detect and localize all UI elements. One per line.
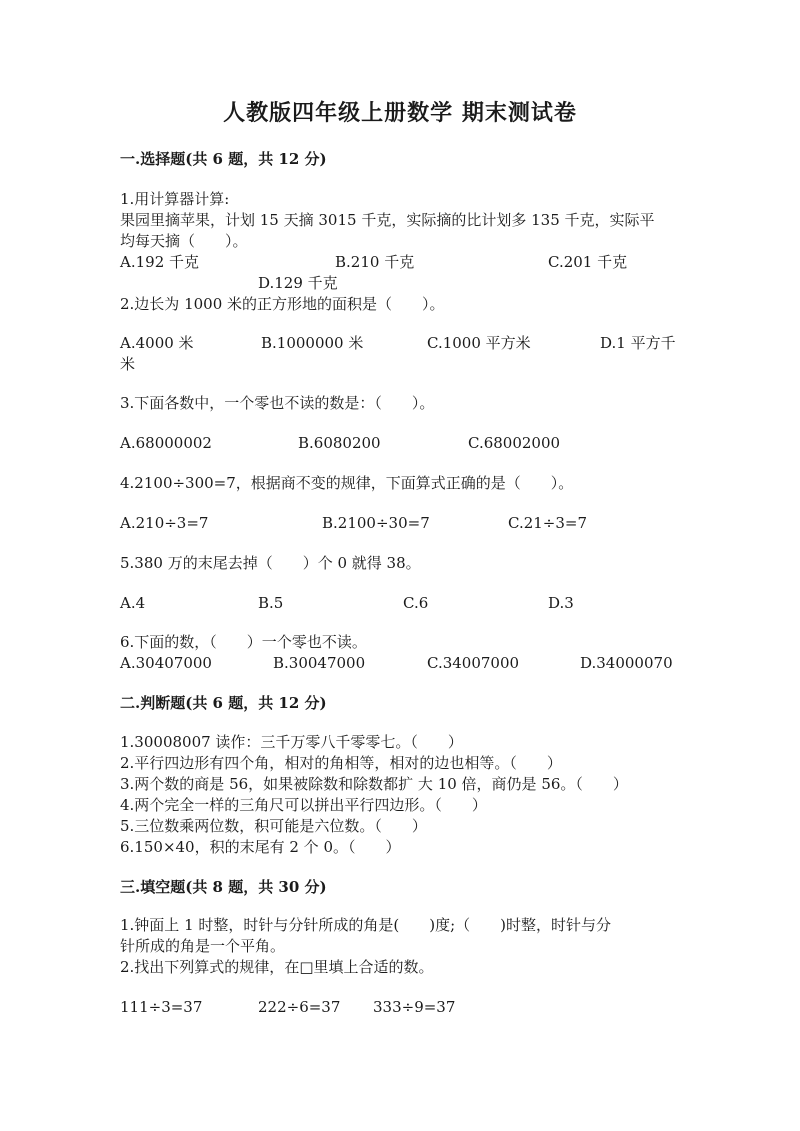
q5-option-d: D.3 xyxy=(548,594,574,612)
q5-stem: 5.380 万的末尾去掉（ ）个 0 就得 38。 xyxy=(120,554,421,572)
q6-option-d: D.34000070 xyxy=(580,654,673,672)
q2-option-b: B.1000000 米 xyxy=(261,334,364,352)
section-2-header: 二.判断题(共 6 题，共 12 分) xyxy=(120,694,327,712)
q5-option-c: C.6 xyxy=(403,594,429,612)
equation-2: 222÷6=37 xyxy=(258,998,341,1016)
q1-option-b: B.210 千克 xyxy=(335,253,415,271)
q2-option-c: C.1000 平方米 xyxy=(427,334,531,352)
q6-option-c: C.34007000 xyxy=(427,654,520,672)
judge-item-1: 1.30008007 读作：三千万零八千零零七。（ ） xyxy=(120,733,463,751)
q4-option-a: A.210÷3=7 xyxy=(120,514,209,532)
section-3-header: 三.填空题(共 8 题，共 30 分) xyxy=(120,878,327,896)
q4-option-c: C.21÷3=7 xyxy=(508,514,588,532)
q1-option-d: D.129 千克 xyxy=(258,274,338,292)
q2-option-d: D.1 平方千 xyxy=(600,334,676,352)
q3-option-c: C.68002000 xyxy=(468,434,561,452)
q1-option-c: C.201 千克 xyxy=(548,253,628,271)
q3-option-a: A.68000002 xyxy=(120,434,212,452)
q3-stem: 3.下面各数中，一个零也不读的数是：（ ）。 xyxy=(120,394,435,412)
judge-item-4: 4.两个完全一样的三角尺可以拼出平行四边形。（ ） xyxy=(120,796,487,814)
q4-option-b: B.2100÷30=7 xyxy=(322,514,430,532)
judge-item-2: 2.平行四边形有四个角，相对的角相等，相对的边也相等。（ ） xyxy=(120,754,562,772)
section-1-header: 一.选择题(共 6 题，共 12 分) xyxy=(120,150,327,168)
judge-item-5: 5.三位数乘两位数，积可能是六位数。（ ） xyxy=(120,817,427,835)
q3-option-b: B.6080200 xyxy=(298,434,381,452)
q5-option-b: B.5 xyxy=(258,594,284,612)
page-title: 人教版四年级上册数学 期末测试卷 xyxy=(223,100,577,126)
q2-option-d-wrap: 米 xyxy=(120,355,136,373)
fill-q1-line2: 针所成的角是一个平角。 xyxy=(120,937,286,955)
q6-option-a: A.30407000 xyxy=(120,654,212,672)
fill-q1-line1: 1.钟面上 1 时整，时针与分针所成的角是( )度;（ )时整，时针与分 xyxy=(120,916,612,934)
q4-stem: 4.2100÷300=7，根据商不变的规律，下面算式正确的是（ ）。 xyxy=(120,474,574,492)
q2-option-a: A.4000 米 xyxy=(120,334,194,352)
q6-option-b: B.30047000 xyxy=(273,654,366,672)
q1-stem-line2: 果园里摘苹果，计划 15 天摘 3015 千克，实际摘的比计划多 135 千克，实际平 xyxy=(120,211,655,229)
judge-item-6: 6.150×40，积的末尾有 2 个 0。（ ） xyxy=(120,838,401,856)
fill-q2-stem: 2.找出下列算式的规律，在□里填上合适的数。 xyxy=(120,958,434,976)
judge-item-3: 3.两个数的商是 56，如果被除数和除数都扩 大 10 倍，商仍是 56。（ ） xyxy=(120,775,628,793)
q1-stem-line1: 1.用计算器计算: xyxy=(120,190,230,208)
q1-option-a: A.192 千克 xyxy=(120,253,199,271)
equation-3: 333÷9=37 xyxy=(373,998,456,1016)
q6-stem: 6.下面的数，（ ）一个零也不读。 xyxy=(120,633,367,651)
q5-option-a: A.4 xyxy=(120,594,146,612)
equation-1: 111÷3=37 xyxy=(120,998,203,1016)
q1-stem-line3: 均每天摘（ ）。 xyxy=(120,232,248,250)
q2-stem: 2.边长为 1000 米的正方形地的面积是（ ）。 xyxy=(120,295,445,313)
